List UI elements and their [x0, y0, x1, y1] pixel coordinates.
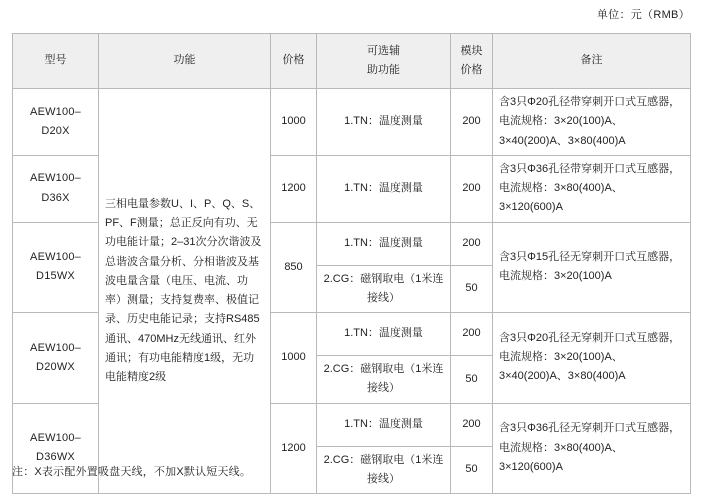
cell-price: 1200 [271, 403, 317, 494]
cell-module-price: 200 [451, 155, 493, 222]
cell-remark: 含3只Φ20孔径无穿刺开口式互感器，电流规格：3×20(100)A、3×40(200)A、3×80(400)A [493, 313, 691, 404]
cell-model: AEW100–D15WX [13, 222, 99, 313]
cell-aux-function: 1.TN：温度测量 [317, 222, 451, 265]
header-model: 型号 [13, 34, 99, 89]
cell-aux-function: 2.CG：磁钢取电（1米连接线） [317, 446, 451, 494]
cell-price: 1000 [271, 313, 317, 404]
table-row [13, 89, 691, 156]
cell-remark: 含3只Φ20孔径带穿刺开口式互感器，电流规格：3×20(100)A、3×40(200)A、3×80(400)A [493, 89, 691, 156]
cell-module-price: 200 [451, 313, 493, 356]
cell-module-price: 50 [451, 356, 493, 404]
cell-aux-function: 1.TN：温度测量 [317, 313, 451, 356]
cell-aux-function: 1.TN：温度测量 [317, 155, 451, 222]
cell-model: AEW100–D20WX [13, 313, 99, 404]
cell-module-price: 50 [451, 265, 493, 313]
cell-aux-function: 2.CG：磁钢取电（1米连接线） [317, 356, 451, 404]
header-aux-function [317, 34, 451, 89]
cell-price: 1200 [271, 155, 317, 222]
header-remark: 备注 [493, 34, 691, 89]
header-module-price-line2: 价格 [460, 64, 483, 76]
header-function: 功能 [99, 34, 271, 89]
header-price: 价格 [271, 34, 317, 89]
cell-function: 三相电量参数U、I、P、Q、S、PF、F测量；总正反向有功、无功电能计量；2–31次分次谐波及总谐波含量分析、分相谐波及基波电量含量（电压、电流、功率）测量；支持复费率、极值记录、历史电能记录；支持RS485通讯、470MHz无线通讯、红外通讯；有功电能精度1级，无功电能精度2级 [99, 89, 271, 494]
cell-module-price: 200 [451, 222, 493, 265]
header-aux-line1: 可选辅 [367, 45, 400, 58]
spec-table-container [12, 33, 690, 494]
cell-price: 1000 [271, 89, 317, 156]
cell-aux-function: 1.TN：温度测量 [317, 403, 451, 446]
header-module-price-line1: 模块 [460, 45, 483, 58]
cell-model: AEW100–D36X [13, 155, 99, 222]
cell-aux-function: 1.TN：温度测量 [317, 89, 451, 156]
unit-label: 单位：元（RMB） [596, 9, 690, 21]
cell-aux-function: 2.CG：磁钢取电（1米连接线） [317, 265, 451, 313]
cell-model: AEW100–D36WX [13, 403, 99, 494]
header-aux-line2: 助功能 [367, 64, 400, 76]
cell-remark: 含3只Φ36孔径无穿刺开口式互感器，电流规格：3×80(400)A、3×120(600)A [493, 403, 691, 494]
cell-module-price: 200 [451, 403, 493, 446]
table-header [13, 34, 691, 89]
footnote: 注：X表示配外置吸盘天线，不加X默认短天线。 [12, 466, 252, 478]
cell-remark: 含3只Φ36孔径带穿刺开口式互感器，电流规格：3×80(400)A、3×120(600)A [493, 155, 691, 222]
spec-table [12, 33, 691, 494]
cell-price: 850 [271, 222, 317, 313]
header-module-price [451, 34, 493, 89]
cell-model: AEW100–D20X [13, 89, 99, 156]
cell-remark: 含3只Φ15孔径无穿刺开口式互感器，电流规格：3×20(100)A [493, 222, 691, 313]
cell-module-price: 50 [451, 446, 493, 494]
header-row [13, 34, 691, 89]
table-body [13, 89, 691, 494]
cell-module-price: 200 [451, 89, 493, 156]
